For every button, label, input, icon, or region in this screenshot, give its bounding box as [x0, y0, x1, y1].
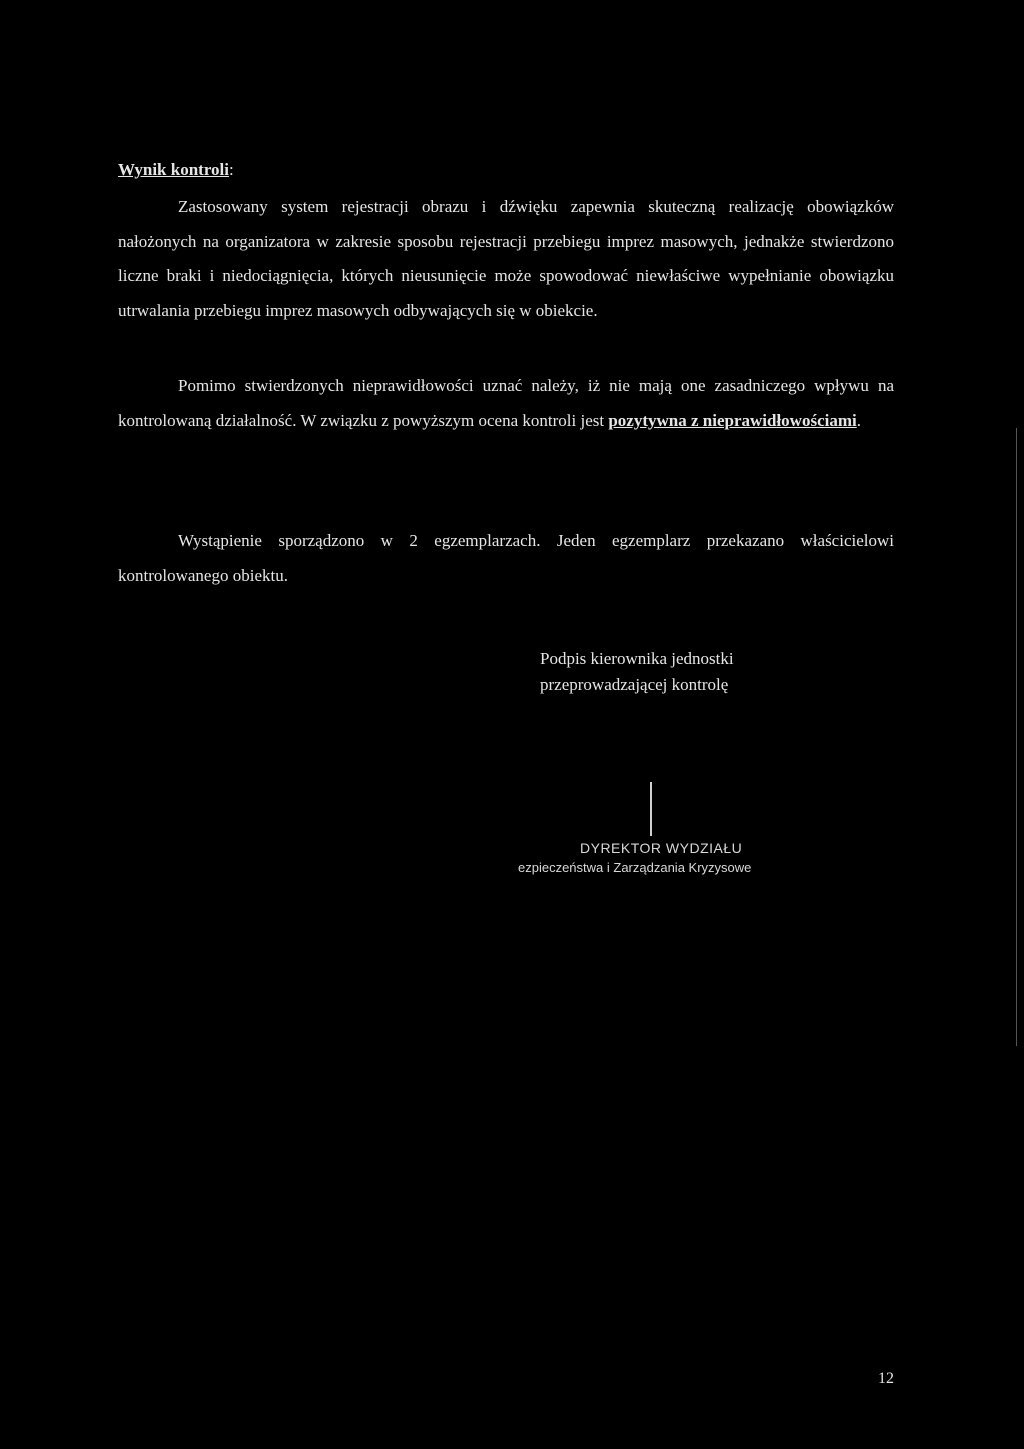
heading-colon: : [229, 160, 234, 179]
copies-paragraph: Wystąpienie sporządzono w 2 egzemplarzach. Jeden egzemplarz przekazano właścicielowi kontrolowanego obiektu. [118, 531, 894, 585]
stamp-line-1: DYREKTOR WYDZIAŁU [580, 840, 743, 856]
heading-text: Wynik kontroli [118, 160, 230, 179]
signature-caption-line-2: przeprowadzającej kontrolę [540, 675, 729, 694]
stamp-line-2: ezpieczeństwa i Zarządzania Kryzysowe [518, 860, 752, 875]
scan-edge-line [1016, 428, 1017, 1046]
section-heading [118, 160, 234, 180]
signature-caption-line-1: Podpis kierownika jednostki [540, 649, 734, 668]
signature-mark [650, 782, 652, 836]
assessment-rating: pozytywna z nieprawidłowościami [608, 410, 857, 430]
result-paragraph-2 [118, 369, 894, 438]
page-number: 12 [878, 1370, 894, 1387]
paragraph-2-end: . [856, 410, 861, 430]
signature-caption [540, 646, 734, 698]
paragraph-2-text: Pomimo stwierdzonych nieprawidłowości uznać należy, iż nie mają one zasadniczego wpływu na kontrolowaną działalność. W związku z powyższym ocena kontroli jest [118, 376, 894, 430]
result-paragraph-1: Zastosowany system rejestracji obrazu i dźwięku zapewnia skuteczną realizację obowiązków nałożonych na organizatora w zakresie sposobu rejestracji przebiegu imprez masowych, jednakże stwierdzono liczne braki i niedociągnięcia, których nieusunięcie może spowodować niewłaściwe wypełnianie obowiązku utrwalania przebiegu imprez masowych odbywających się w obiekcie. [118, 197, 894, 320]
